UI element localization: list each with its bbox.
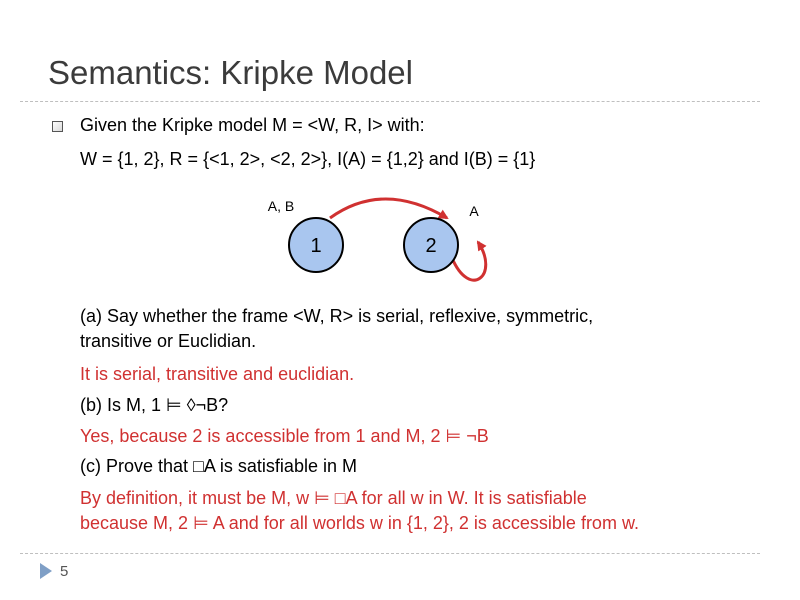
slide-title: Semantics: Kripke Model xyxy=(48,54,413,91)
footer-divider xyxy=(20,553,760,554)
world-1-label: 1 xyxy=(310,235,322,257)
given-line: Given the Kripke model M = <W, R, I> with: xyxy=(80,115,425,135)
slide-marker-arrow-icon xyxy=(40,563,52,579)
question-a-line-2: transitive or Euclidian. xyxy=(80,331,257,351)
answer-b: Yes, because 2 is accessible from 1 and M, 2 ⊨ ¬B xyxy=(80,426,489,446)
question-b: (b) Is M, 1 ⊨ ◊¬B? xyxy=(80,395,229,415)
answer-c-line-1: By definition, it must be M, w ⊨ □A for all w in W. It is satisfiable xyxy=(80,488,587,508)
edge-1-to-2 xyxy=(330,199,447,218)
definition-line: W = {1, 2}, R = {<1, 2>, <2, 2>}, I(A) = {1,2} and I(B) = {1} xyxy=(80,149,536,169)
answer-a: It is serial, transitive and euclidian. xyxy=(80,364,355,384)
slide-number: 5 xyxy=(60,563,69,580)
question-a-line-1: (a) Say whether the frame <W, R> is serial, reflexive, symmetric, xyxy=(80,306,594,326)
answer-c-line-2: because M, 2 ⊨ A and for all worlds w in {1, 2}, 2 is accessible from w. xyxy=(80,513,639,533)
world-2-label: 2 xyxy=(425,235,437,257)
question-c: (c) Prove that □A is satisfiable in M xyxy=(80,456,357,476)
world-1-valuation: A, B xyxy=(267,198,295,214)
world-2-valuation: A xyxy=(469,203,479,219)
